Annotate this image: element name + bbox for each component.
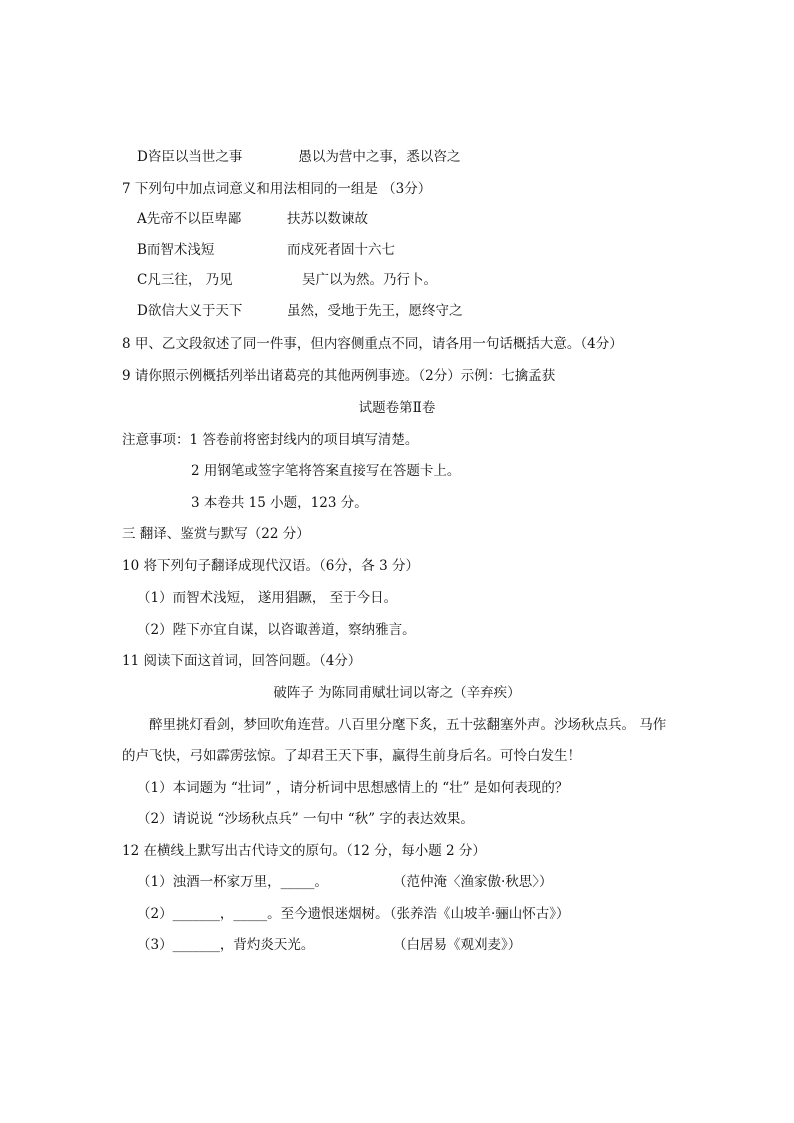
q10-stem: 10 将下列句子翻译成现代汉语。（6分，各 3 分） — [122, 558, 419, 574]
q7-option-b — [137, 241, 395, 259]
q7-option-c-left: C凡三往， 乃见 — [137, 272, 233, 288]
q10-item-2: （2）陛下亦宜自谋，以咨诹善道，察纳雅言。 — [137, 622, 416, 638]
q11-item-2: （2）请说说 “沙场秋点兵” 一句中 “秋” 字的表达效果。 — [137, 811, 474, 827]
notes-item-1 — [122, 431, 418, 449]
volume-2-title: 试题卷第Ⅱ卷 — [358, 400, 436, 416]
q6-option-d — [137, 148, 460, 166]
q12-item-2-text: （2）_______，_____。至今遗恨迷烟树。 — [137, 906, 389, 922]
q8: 8 甲、乙文段叙述了同一件事，但内容侧重点不同，请各用一句话概括大意。（4分） — [122, 336, 623, 352]
q7-option-d — [137, 302, 463, 320]
notes-item-3: 3 本卷共 15 小题，123 分。 — [191, 495, 368, 511]
poem-line-2: 的卢飞快，弓如霹雳弦惊。了却君王天下事，赢得生前身后名。可怜白发生！ — [122, 748, 581, 764]
q12-item-3-source: （白居易《观刈麦》） — [393, 937, 522, 953]
q6-option-d-part2: 愚以为营中之事，悉以咨之 — [298, 149, 461, 165]
q12-item-1 — [137, 873, 553, 891]
q12-item-3-text: （3）_______，背灼炎天光。 — [137, 937, 315, 953]
section-3-heading: 三 翻译、鉴赏与默写（22 分） — [122, 526, 310, 542]
poem-line-1: 醉里挑灯看剑，梦回吹角连营。八百里分麾下炙，五十弦翻塞外声。沙场秋点兵。 马作 — [149, 717, 667, 733]
q11-stem: 11 阅读下面这首词，回答问题。（4分） — [122, 653, 362, 669]
q12-item-2-source: （张养浩《山坡羊·骊山怀古》） — [383, 906, 570, 922]
q7-stem: 7 下列句中加点词意义和用法相同的一组是 （3分） — [122, 181, 432, 197]
q7-option-d-right: 虽然，受地于先王，愿终守之 — [287, 303, 463, 319]
q7-option-d-left: D欲信大义于天下 — [137, 303, 243, 319]
q7-option-a-right: 扶苏以数谏故 — [287, 211, 368, 227]
q12-stem: 12 在横线上默写出古代诗文的原句。（12 分，每小题 2 分） — [122, 843, 486, 859]
q7-option-c-right: 吴广以为然。乃行卜。 — [302, 272, 437, 288]
notes-label: 注意事项： — [122, 432, 190, 448]
poem-title: 破阵子 为陈同甫赋壮词以寄之（辛弃疾） — [273, 685, 521, 701]
q7-option-a — [137, 210, 368, 228]
q7-option-c — [137, 271, 437, 289]
notes-item-1-text: 1 答卷前将密封线内的项目填写清楚。 — [189, 432, 419, 448]
notes-item-2: 2 用钢笔或签字笔将答案直接写在答题卡上。 — [191, 463, 461, 479]
q12-item-1-source: （范仲淹〈渔家傲·秋思〉） — [393, 874, 553, 890]
q12-item-1-text: （1）浊酒一杯家万里，_____。 — [137, 874, 328, 890]
q9: 9 请你照示例概括列举出诸葛亮的其他两例事迹。（2分）示例：七擒孟获 — [122, 368, 556, 384]
q11-item-1: （1）本词题为 “壮词” ，请分析词中思想感情上的 “壮” 是如何表现的？ — [137, 780, 569, 796]
q7-option-a-left: A先帝不以臣卑鄙 — [137, 211, 242, 227]
q7-option-b-left: B而智术浅短 — [137, 242, 215, 258]
q12-item-2 — [137, 905, 570, 923]
q12-item-3 — [137, 936, 521, 954]
q7-option-b-right: 而戍死者固十六七 — [287, 242, 395, 258]
q10-item-1: （1）而智术浅短， 遂用猖蹶， 至于今日。 — [137, 590, 398, 606]
q6-option-d-text: D咨臣以当世之事 — [137, 149, 243, 165]
